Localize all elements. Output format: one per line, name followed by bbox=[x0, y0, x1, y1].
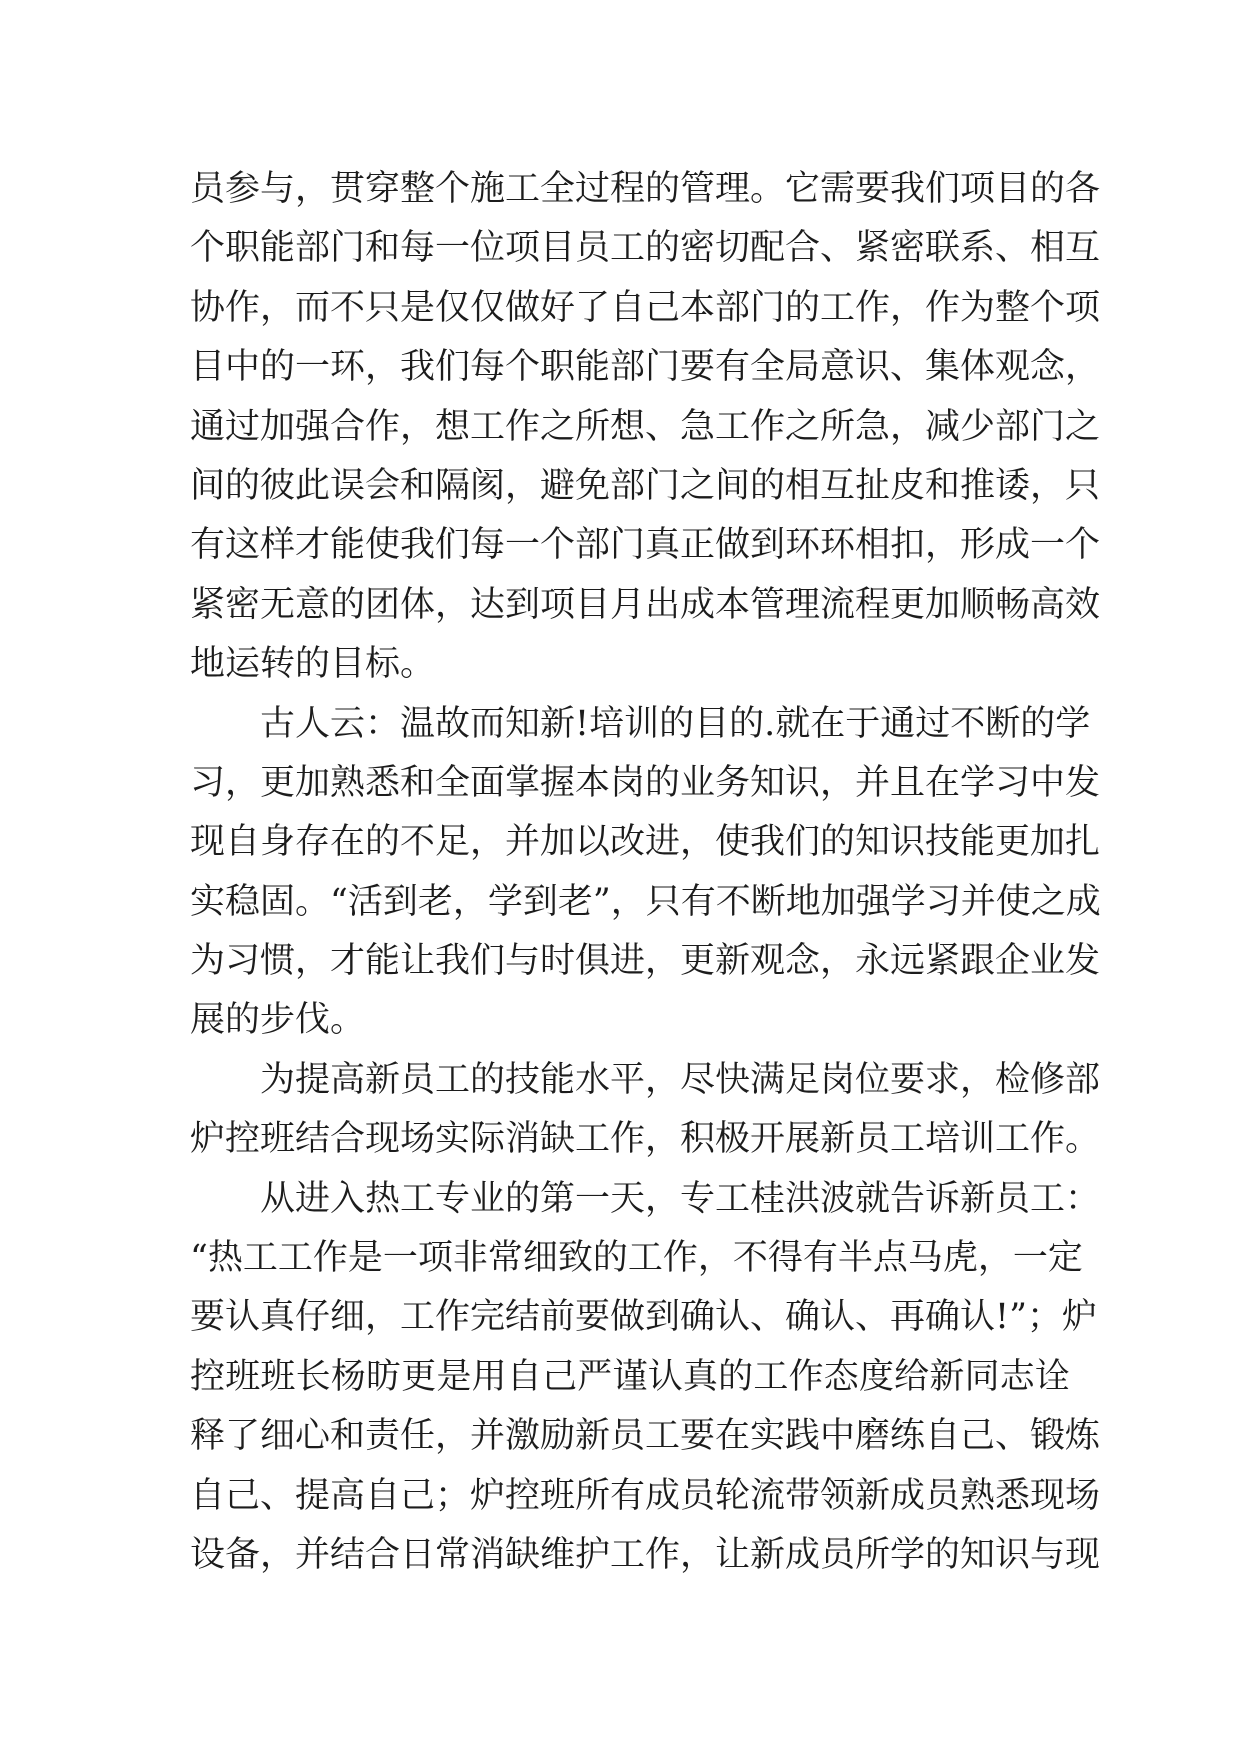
text-line: 自己、提高自己；炉控班所有成员轮流带领新成员熟悉现场 bbox=[190, 1475, 1101, 1516]
text-line: 目中的一环，我们每个职能部门要有全局意识、集体观念， bbox=[190, 347, 1101, 388]
text-line: 控班班长杨昉更是用自己严谨认真的工作态度给新同志诠 bbox=[190, 1356, 1070, 1397]
text-line: 协作，而不只是仅仅做好了自己本部门的工作，作为整个项 bbox=[190, 287, 1101, 328]
text-line: 要认真仔细，工作完结前要做到确认、确认、再确认!”；炉 bbox=[190, 1297, 1097, 1338]
text-line: 实稳固。“活到老，学到老”，只有不断地加强学习并使之成 bbox=[190, 881, 1101, 922]
text-line: 有这样才能使我们每一个部门真正做到环环相扣，形成一个 bbox=[190, 525, 1101, 566]
text-line: 习，更加熟悉和全面掌握本岗的业务知识，并且在学习中发 bbox=[190, 762, 1101, 803]
text-line: “热工工作是一项非常细致的工作，不得有半点马虎，一定 bbox=[190, 1238, 1083, 1279]
text-line: 通过加强合作，想工作之所想、急工作之所急，减少部门之 bbox=[190, 406, 1101, 447]
body-text bbox=[190, 160, 1101, 1585]
paragraph-first-line: 为提高新员工的技能水平，尽快满足岗位要求，检修部 bbox=[260, 1059, 1101, 1100]
text-line: 员参与，贯穿整个施工全过程的管理。它需要我们项目的各 bbox=[190, 169, 1101, 209]
text-line: 炉控班结合现场实际消缺工作，积极开展新员工培训工作。 bbox=[190, 1119, 1101, 1160]
text-line: 间的彼此误会和隔阂，避免部门之间的相互扯皮和推诿，只 bbox=[190, 465, 1101, 506]
text-line: 现自身存在的不足，并加以改进，使我们的知识技能更加扎 bbox=[190, 822, 1101, 863]
text-line: 释了细心和责任，并激励新员工要在实践中磨练自己、锻炼 bbox=[190, 1416, 1101, 1457]
text-line: 为习惯，才能让我们与时俱进，更新观念，永远紧跟企业发 bbox=[190, 941, 1101, 982]
text-line: 地运转的目标。 bbox=[190, 644, 436, 685]
paragraph-first-line: 从进入热工专业的第一天，专工桂洪波就告诉新员工： bbox=[260, 1178, 1101, 1219]
text-line: 展的步伐。 bbox=[190, 1000, 366, 1041]
text-line: 个职能部门和每一位项目员工的密切配合、紧密联系、相互 bbox=[190, 228, 1101, 269]
text-line: 设备，并结合日常消缺维护工作，让新成员所学的知识与现 bbox=[190, 1534, 1101, 1575]
text-line: 紧密无意的团体，达到项目月出成本管理流程更加顺畅高效 bbox=[190, 584, 1101, 625]
paragraph-first-line: 古人云：温故而知新!培训的目的.就在于通过不断的学 bbox=[260, 703, 1091, 744]
